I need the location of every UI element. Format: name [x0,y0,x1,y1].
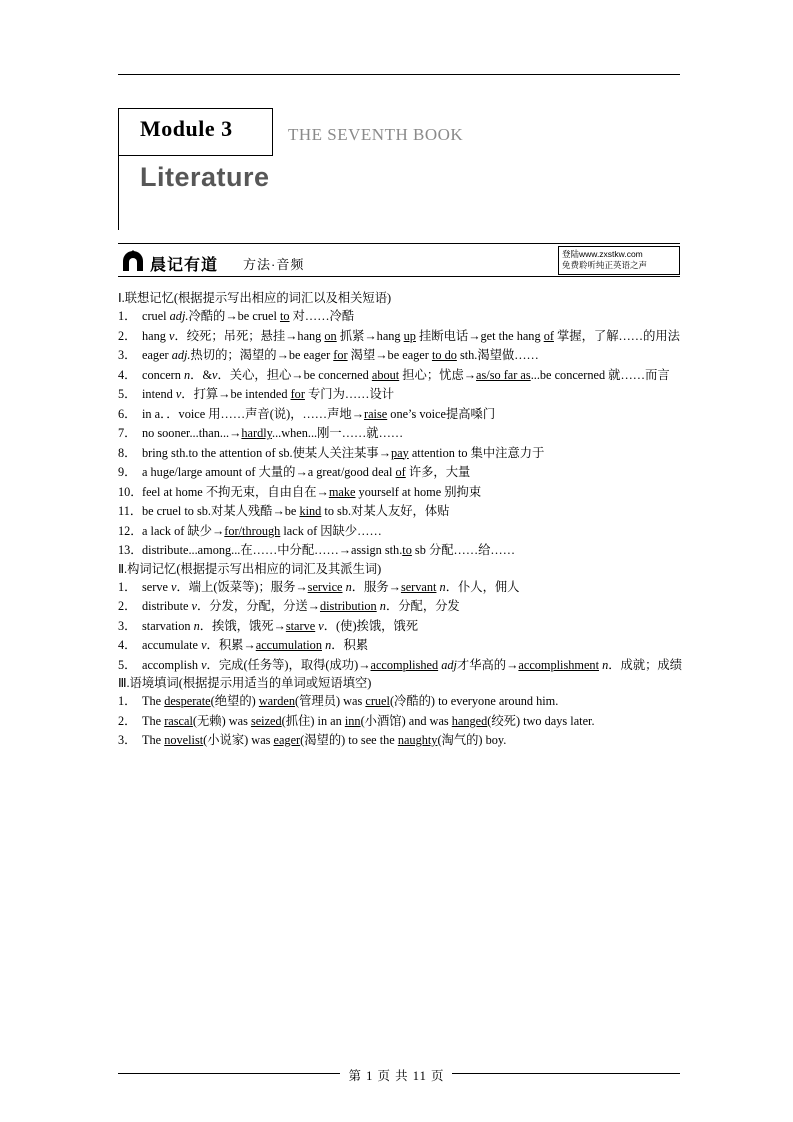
list-item-number: 8． [118,445,137,460]
list-item-number: 3． [118,348,137,362]
list-item-number: 4． [118,367,137,382]
list-item-number: 9． [118,465,137,479]
list-item-text: distribute...among...在……中分配……→assign sth.to sb 分配……给…… [142,543,516,557]
list-item-text: be cruel to sb.对某人残酷→be kind to sb.对某人友好，体贴 [142,504,450,518]
list-item-number: 1． [118,694,137,708]
list-item-text: starvation n．挨饿，饿死→starve v．(使)挨饿，饿死 [142,618,419,633]
list-item [118,367,686,383]
list-item [118,328,686,344]
list-item-number: 13． [118,543,143,557]
banner-website-line2: 免费聆听纯正英语之声 [562,260,648,270]
list-item-text: eager adj.热切的；渴望的→be eager for 渴望→be eager to do sth.渴望做…… [142,348,539,362]
list-item-text: accomplish v．完成(任务等)，取得(成功)→accomplished adj才华高的→accomplishment n．成就；成绩 [142,657,683,672]
list-item [118,347,686,363]
list-item [118,657,686,673]
banner-title: 晨记有道 [150,257,219,274]
list-item-number: 10． [118,484,143,499]
page-title: Literature [140,162,270,192]
list-item-number: 7． [118,426,137,440]
list-item-text: accumulate v．积累→accumulation n．积累 [142,638,369,652]
list-item [118,579,686,595]
banner-website-line1: 登陆www.zxstkw.com [562,249,643,259]
list-item-text: distribute v．分发，分配，分送→distribution n．分配，分发 [142,599,460,613]
list-item-number: 3． [118,618,137,633]
list-item-text: in a．．voice 用……声音(说)，……声地→raise one’s voice提高嗓门 [142,406,496,421]
list-item-text: a huge/large amount of 大量的→a great/good deal of 许多，大量 [142,465,471,479]
section-heading: Ⅲ.语境填词(根据提示用适当的单词或短语填空) [118,676,372,690]
document-body [118,288,686,752]
list-item [118,445,686,461]
list-item-number: 11． [118,504,143,518]
list-item-text: The rascal(无赖) was seized(抓住) in an inn(小酒馆) and was hanged(绞死) two days later. [142,713,595,728]
list-item-text: concern n．&v．关心，担心→be concerned about 担心；忧虑→as/so far as...be concerned 就……而言 [142,367,670,382]
list-item [118,732,686,748]
list-item-text: serve v．端上(饭菜等)；服务→service n．服务→servant n．仆人，佣人 [142,579,520,594]
list-item [118,464,686,480]
section-heading: Ⅰ.联想记忆(根据提示写出相应的词汇以及相关短语) [118,291,392,305]
list-item-text: intend v．打算→be intended for 专门为……设计 [142,387,395,401]
list-item [118,598,686,614]
list-item [118,386,686,402]
footer-rule-right [452,1073,680,1074]
list-item-number: 2． [118,328,137,343]
morning-review-banner [118,243,680,277]
list-item-text: bring sth.to the attention of sb.使某人关注某事→pay attention to 集中注意力于 [142,445,545,460]
banner-website-note [558,246,680,275]
list-item [118,406,686,422]
list-item-number: 6． [118,406,137,421]
list-item-number: 2． [118,713,137,728]
list-item [118,425,686,441]
list-item-text: The desperate(绝望的) warden(管理员) was cruel(冷酷的) to everyone around him. [142,694,559,708]
page-footer: 第 1 页 共 11 页 [348,1069,445,1083]
list-item-number: 1． [118,309,137,323]
module-title: Module 3 [140,116,233,141]
list-item [118,713,686,729]
list-item-text: no sooner...than...→hardly...when...刚一……就…… [142,426,404,440]
list-item [118,618,686,634]
list-item-number: 4． [118,638,137,652]
list-item-number: 5． [118,657,137,672]
list-item [118,523,686,539]
list-item-text: a lack of 缺少→for/through lack of 因缺少…… [142,523,382,538]
book-label: THE SEVENTH BOOK [288,125,464,144]
list-item-text: hang v．绞死；吊死；悬挂→hang on 抓紧→hang up 挂断电话→get the hang of 掌握，了解……的用法 [142,328,680,343]
list-item-number: 5． [118,387,137,401]
footer-rule-left [118,1073,340,1074]
arch-logo-icon [121,249,145,273]
list-item [118,484,686,500]
list-item-text: The novelist(小说家) was eager(渴望的) to see the naughty(淘气的) boy. [142,733,507,747]
list-item [118,308,686,324]
list-item-number: 3． [118,733,137,747]
list-item-text: cruel adj.冷酷的→be cruel to 对……冷酷 [142,309,355,323]
list-item-number: 2． [118,599,137,613]
banner-subtitle: 方法·音频 [243,257,305,272]
section-heading: Ⅱ.构词记忆(根据提示写出相应的词汇及其派生词) [118,561,382,576]
list-item-number: 12． [118,523,143,538]
list-item [118,542,686,558]
list-item [118,693,686,709]
list-item-number: 1． [118,579,137,594]
top-divider [118,74,680,75]
list-item [118,637,686,653]
list-item [118,503,686,519]
list-item-text: feel at home 不拘无束，自由自在→make yourself at home 别拘束 [142,484,482,499]
